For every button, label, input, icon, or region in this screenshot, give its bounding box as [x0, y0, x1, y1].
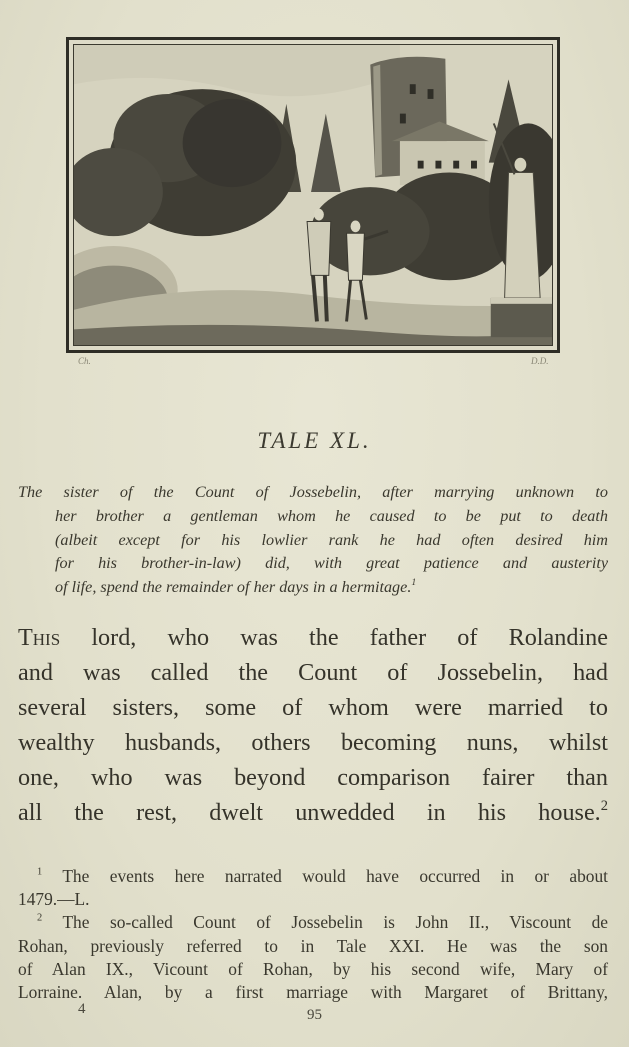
- illustration-frame: [66, 37, 560, 353]
- argument-line-text: of life, spend the remainder of her days in a hermitage.: [55, 578, 412, 597]
- body-line: several sisters, some of whom were married to: [18, 694, 608, 721]
- argument-line-last: [18, 576, 608, 600]
- footnote-2-line: Lorraine. Alan, by a first marriage with Margaret of Brittany,: [18, 982, 608, 1003]
- footnote-marker: 1: [37, 866, 43, 878]
- tale-title: TALE XL.: [257, 428, 372, 453]
- footnote-2-line: [18, 911, 608, 934]
- argument-line: (albeit except for his lowlier rank he had often desired him: [55, 530, 608, 549]
- footnote-1-line: 1479.—L.: [18, 889, 90, 910]
- footnote-marker: 2: [37, 913, 43, 925]
- footnote-reference[interactable]: 1: [411, 577, 417, 589]
- footnote-reference[interactable]: 2: [600, 797, 608, 814]
- body-line: one, who was beyond comparison fairer than: [18, 764, 608, 791]
- argument-line: for his brother-in-law) did, with great patience and austerity: [55, 554, 608, 573]
- opening-word: This: [18, 624, 61, 651]
- body-line-text: lord, who was the father of Rolandine: [60, 624, 608, 651]
- footnote-1-line: [18, 865, 608, 888]
- body-line-text: all the rest, dwelt unwedded in his house.: [18, 799, 601, 826]
- signature-mark: 4: [78, 1001, 86, 1017]
- body-line: wealthy husbands, others becoming nuns, whilst: [18, 729, 608, 756]
- footnote-2-line: of Alan IX., Vicount of Rohan, by his second wife, Mary of: [18, 958, 608, 979]
- footnote-text: The events here narrated would have occurred in or about: [62, 866, 608, 886]
- footnote-2-line: Rohan, previously referred to in Tale XXI. He was the son: [18, 935, 608, 956]
- engraving-illustration: [73, 44, 553, 346]
- tale-argument: [18, 481, 608, 600]
- engraving-scene: [74, 45, 552, 345]
- footnote-text: The so-called Count of Jossebelin is John II., Viscount de: [62, 912, 608, 933]
- engraver-credit-left: Ch.: [78, 356, 91, 366]
- footnotes: [18, 865, 608, 1004]
- body-line: [18, 620, 608, 655]
- body-line: and was called the Count of Jossebelin, had: [18, 659, 608, 686]
- page-number: 95: [307, 1007, 322, 1023]
- argument-line: The sister of the Count of Jossebelin, after marrying unknown to: [18, 483, 608, 501]
- body-line-last: [18, 795, 608, 830]
- argument-line: her brother a gentleman whom he caused to be put to death: [55, 506, 608, 525]
- body-paragraph: [18, 620, 608, 830]
- engraver-credit-right: D.D.: [531, 356, 549, 366]
